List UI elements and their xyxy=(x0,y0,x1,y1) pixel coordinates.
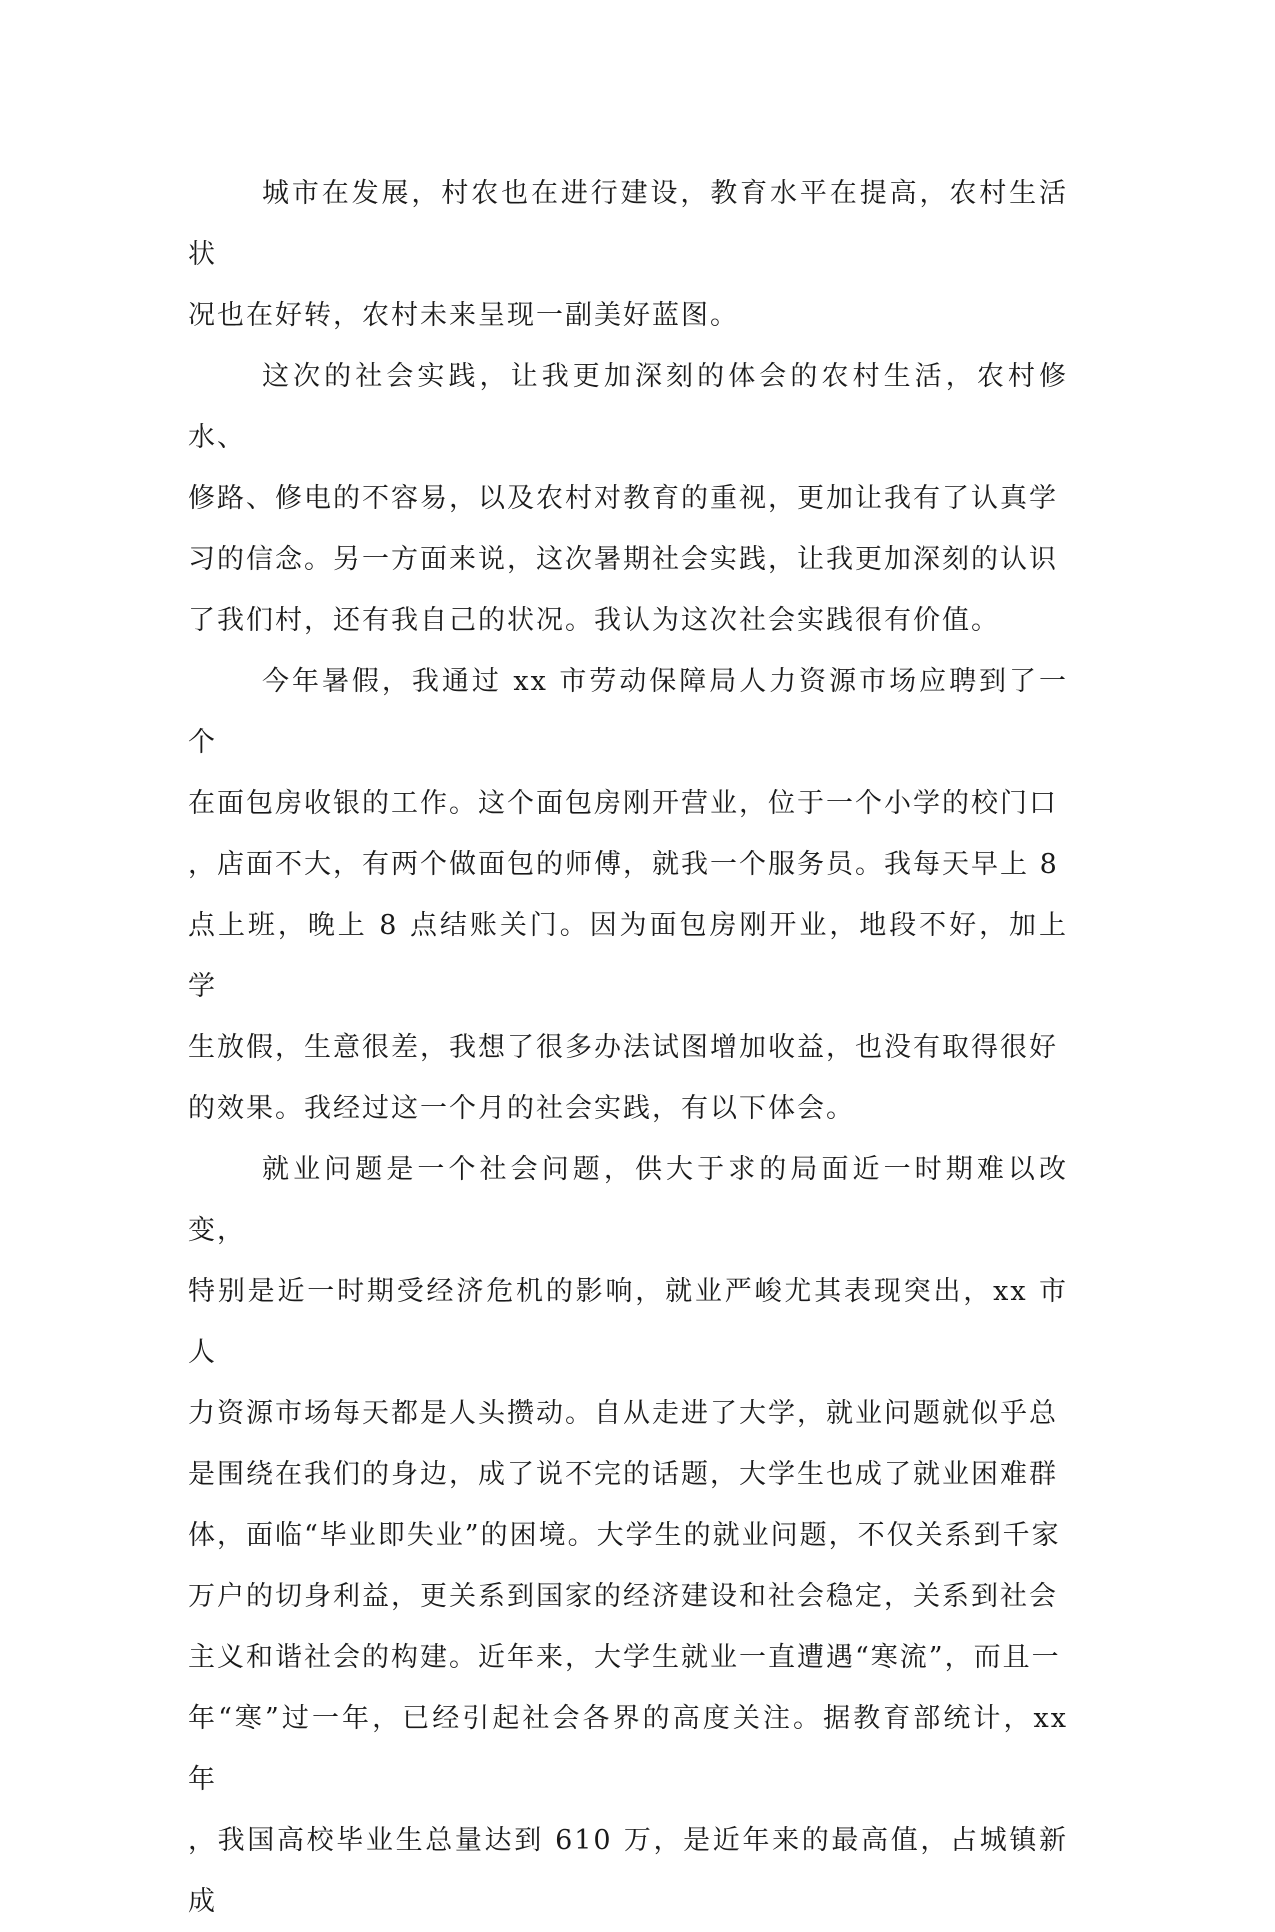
paragraph-2: 这次的社会实践，让我更加深刻的体会的农村生活，农村修水、 修路、修电的不容易，以及农村对教育的重视，更加让我有了认真学 习的信念。另一方面来说，这次暑期社会实践，让我更加深刻的认识 了我们村，还有我自己的状况。我认为这次社会实践很有价值。 xyxy=(188,361,1068,636)
document-body xyxy=(188,163,1068,1932)
paragraph-1: 城市在发展，村农也在进行建设，教育水平在提高，农村生活状 况也在好转，农村未来呈现一副美好蓝图。 xyxy=(188,178,1068,331)
paragraph-3: 今年暑假，我通过 xx 市劳动保障局人力资源市场应聘到了一个 在面包房收银的工作。这个面包房刚开营业，位于一个小学的校门口 ，店面不大，有两个做面包的师傅，就我一个服务员。我每天早上 8 点上班，晚上 8 点结账关门。因为面包房刚开业，地段不好，加上学 生放假，生意很差，我想了很多办法试图增加收益，也没有取得很好 的效果。我经过这一个月的社会实践，有以下体会。 xyxy=(188,666,1068,1124)
paragraph-4: 就业问题是一个社会问题，供大于求的局面近一时期难以改变， 特别是近一时期受经济危机的影响，就业严峻尤其表现突出，xx 市人 力资源市场每天都是人头攒动。自从走进了大学，就业问题就似乎总 是围绕在我们的身边，成了说不完的话题，大学生也成了就业困难群 体，面临“毕业即失业”的困境。大学生的就业问题，不仅关系到千家 万户的切身利益，更关系到国家的经济建设和社会稳定，关系到社会 主义和谐社会的构建。近年来，大学生就业一直遭遇“寒流”，而且一 年“寒”过一年，已经引起社会各界的高度关注。据教育部统计，xx 年 ，我国高校毕业生总量达到 610 万，是近年来的最高值，占城镇新成 xyxy=(188,1154,1068,1917)
